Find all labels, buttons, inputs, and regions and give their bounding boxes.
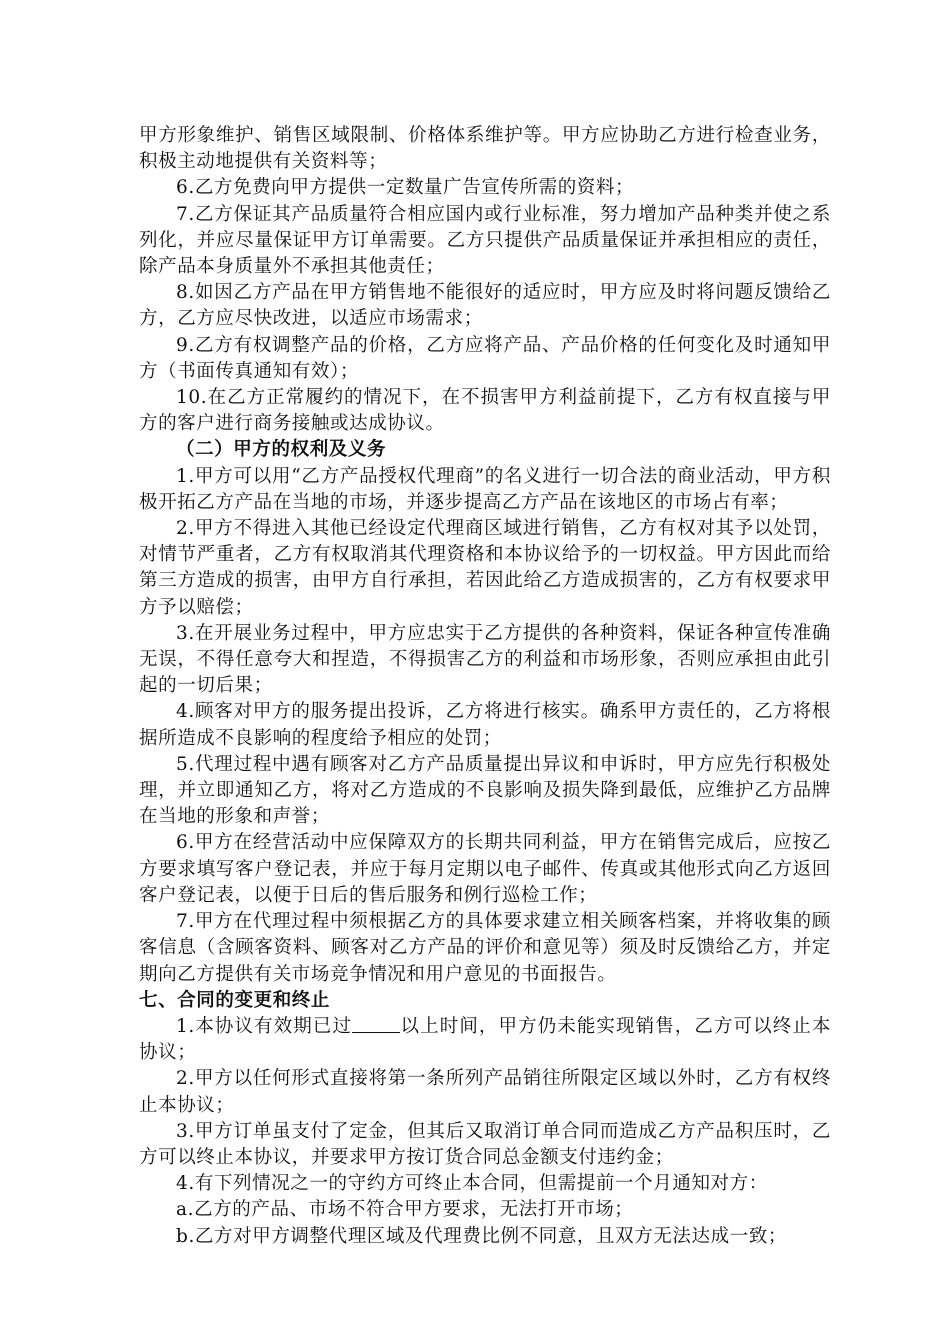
- clause-a6: 6.甲方在经营活动中应保障双方的长期共同利益，甲方在销售完成后，应按乙方要求填写客户登记表，并应于每月定期以电子邮件、传真或其他形式向乙方返回客户登记表，以便于日后的售后服务和例行巡检工作；: [139, 832, 831, 906]
- clause-t4-b: b.乙方对甲方调整代理区域及代理费比例不同意，且双方无法达成一致；: [176, 1225, 788, 1247]
- clause-b10: 10.在乙方正常履约的情况下，在不损害甲方利益前提下，乙方有权直接与甲方的客户进行商务接触或达成协议。: [139, 387, 831, 435]
- clause-t1-end: 以上时间，甲方仍未能实现销售，乙方可以终止本协议；: [139, 1015, 832, 1064]
- clause-b7: 7.乙方保证其产品质量符合相应国内或行业标准，努力增加产品种类并使之系列化，并应尽量保证甲方订单需要。乙方只提供产品质量保证并承担相应的责任，除产品本身质量外不承担其他责任；: [139, 203, 831, 278]
- clause-a2: 2.甲方不得进入其他已经设定代理商区域进行销售，乙方有权对其予以处罚，对情节严重者，乙方有权取消其代理资格和本协议给予的一切权益。甲方因此而给第三方造成的损害，由甲方自行承担，若因此给乙方造成损害的，乙方有权要求甲方予以赔偿；: [139, 518, 831, 618]
- clause-b6: 6.乙方免费向甲方提供一定数量广告宣传所需的资料；: [176, 177, 635, 199]
- clause-a7: 7.甲方在代理过程中须根据乙方的具体要求建立相关顾客档案，并将收集的顾客信息（含顾客资料、顾客对乙方产品的评价和意见等）须及时反馈给乙方，并定期向乙方提供有关市场竞争情况和用户意见的书面报告。: [139, 911, 831, 985]
- clause-a3: 3.在开展业务过程中，甲方应忠实于乙方提供的各种资料，保证各种宣传准确无误，不得任意夸大和捏造，不得损害乙方的利益和市场形象，否则应承担由此引起的一切后果；: [139, 622, 831, 697]
- clause-a5: 5.代理过程中遇有顾客对乙方产品质量提出异议和申诉时，甲方应先行积极处理，并立即通知乙方，将对乙方造成的不良影响及损失降到最低，应维护乙方品牌在当地的形象和声誉；: [139, 753, 831, 828]
- clause-t2: 2.甲方以任何形式直接将第一条所列产品销往所限定区域以外时，乙方有权终止本协议；: [139, 1068, 831, 1116]
- clause-a4: 4.顾客对甲方的服务提出投诉，乙方将进行核实。确系甲方责任的，乙方将根据所造成不良影响的程度给予相应的处罚；: [139, 701, 831, 749]
- clause-t4-a: a.乙方的产品、市场不符合甲方要求，无法打开市场；: [176, 1199, 634, 1221]
- paragraph-continuation: 甲方形象维护、销售区域限制、价格体系维护等。甲方应协助乙方进行检查业务，积极主动地提供有关资料等；: [139, 125, 831, 173]
- section-2-heading: （二）甲方的权利及义务: [176, 439, 387, 461]
- clause-t1-start: 1.本协议有效期已过: [176, 1015, 353, 1037]
- clause-b9: 9.乙方有权调整产品的价格，乙方应将产品、产品价格的任何变化及时通知甲方（书面传真通知有效）；: [139, 334, 831, 382]
- document-body: [139, 123, 831, 1250]
- clause-b8: 8.如因乙方产品在甲方销售地不能很好的适应时，甲方应及时将问题反馈给乙方，乙方应尽快改进，以适应市场需求；: [139, 282, 831, 330]
- clause-t3: 3.甲方订单虽支付了定金，但其后又取消订单合同而造成乙方产品积压时，乙方可以终止本协议，并要求甲方按订货合同总金额支付违约金；: [139, 1120, 831, 1168]
- blank-field-line: [352, 1031, 400, 1033]
- section-7-heading: 七、合同的变更和终止: [139, 989, 331, 1011]
- clause-t4: 4.有下列情况之一的守约方可终止本合同，但需提前一个月通知对方：: [176, 1173, 768, 1195]
- clause-a1: 1.甲方可以用“乙方产品授权代理商”的名义进行一切合法的商业活动，甲方积极开拓乙方产品在当地的市场，并逐步提高乙方产品在该地区的市场占有率；: [139, 465, 831, 513]
- clause-t1: [139, 1014, 831, 1066]
